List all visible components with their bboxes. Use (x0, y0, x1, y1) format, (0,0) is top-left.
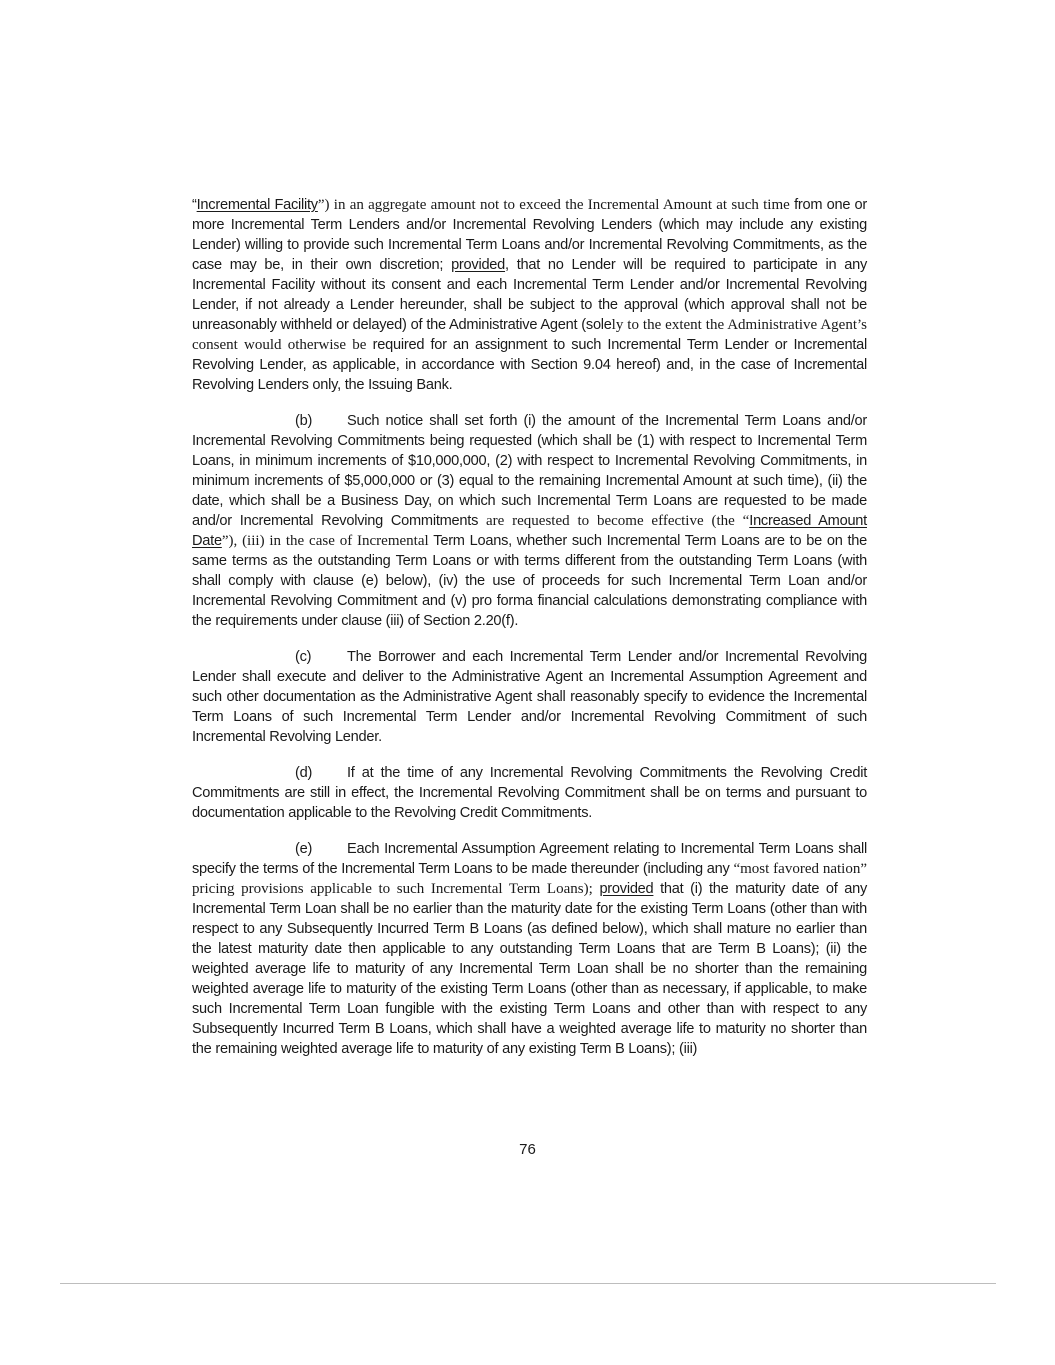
paragraph-a-text-2: , that no Lender will be required to participate in any Incremental Facility without its consent and each Incremental Term Lender and/or Incremental Revolving Lender, if not already a Lender hereunder, shall be subject to the approval (which approval shall not be unreasonably withheld or delayed) of the Administrative Agent (sole (192, 257, 867, 333)
paragraph-e-text-1: Each Incremental Assumption Agreement relating to Incremental Term Loans shall specify the terms of the Incremental Term Loans to be made thereunder (including any (192, 841, 867, 877)
paragraph-c (192, 647, 867, 747)
paragraph-a-text-1: from one or more Incremental Term Lenders and/or Incremental Revolving Lenders (which may include any existing Lender) willing to provide such Incremental Term Loans and/or Incremental Revolving Commitments, as the case may be, in their own discretion; (192, 197, 868, 273)
paragraph-a-serif-text: ly to the extent the Administrative Agent’s consent would otherwise be (192, 317, 867, 353)
provided-term: provided (599, 881, 654, 897)
paragraph-b (192, 411, 867, 631)
paragraph-e-serif-text: “most favored nation” pricing provisions applicable to such Incremental Term Loans); (192, 861, 867, 897)
paragraph-d-label: (d) (295, 765, 313, 781)
paragraph-b-label: (b) (295, 413, 313, 429)
paragraph-b-text-2: Term Loans, whether such Incremental Term Loans are to be on the same terms as the outstanding Term Loans or with terms different from the outstanding Term Loans (with shall comply with clause (e) below), (iv) the use of proceeds for such Incremental Term Loan and/or Incremental Revolving Commitment and (v) pro forma financial calculations demonstrating compliance with the requirements under clause (iii) of Section 2.20(f). (192, 533, 867, 629)
paragraph-a-lead: ”) in an aggregate amount not to exceed the Incremental Amount at such time (317, 197, 790, 213)
defined-term-increased-amount-date: Increased Amount Date (192, 513, 867, 549)
paragraph-b-serif-1: are requested to become effective (the “ (486, 513, 750, 529)
paragraph-b-text-1: Such notice shall set forth (i) the amount of the Incremental Term Loans and/or Incremental Revolving Commitments being requested (which shall be (1) with respect to Incremental Term Loans, in minimum increments of $10,000,000, (2) with respect to Incremental Revolving Commitments, in minimum increments of $5,000,000 or (3) equal to the remaining Incremental Amount at such time), (ii) the date, which shall be a Business Day, on which such Incremental Term Loans are requested to be made and/or Incremental Revolving Commitments (192, 413, 867, 529)
document-body (192, 195, 867, 1075)
provided-term: provided (451, 257, 506, 273)
page-divider (60, 1283, 996, 1284)
paragraph-c-label: (c) (295, 649, 312, 665)
paragraph-e-text-2: that (i) the maturity date of any Incremental Term Loan shall be no earlier than the maturity date for the existing Term Loans (other than with respect to any Subsequently Incurred Term B Loans (as defined below), which shall mature no earlier than the latest maturity date then applicable to any outstanding Term Loans that are Term B Loans); (ii) the weighted average life to maturity of any Incremental Term Loan shall be no shorter than the remaining weighted average life to maturity of the existing Term Loans (other than as necessary, if applicable, to make such Incremental Term Loan fungible with the existing Term Loans and other than with respect to any Subsequently Incurred Term B Loans, which shall have a weighted average life to maturity no shorter than the remaining weighted average life to maturity of any existing Term B Loans); (iii) (192, 881, 867, 1057)
paragraph-b-serif-2: ”), (iii) in the case of Incremental (221, 533, 429, 549)
paragraph-d (192, 763, 867, 823)
page-number: 76 (519, 1141, 536, 1158)
paragraph-a-text-3: required for an assignment to such Incremental Term Lender or Incremental Revolving Lender, as applicable, in accordance with Section 9.04 hereof) and, in the case of Incremental Revolving Lenders only, the Issuing Bank. (192, 337, 867, 393)
paragraph-e (192, 839, 867, 1059)
paragraph-a (192, 195, 867, 395)
paragraph-c-text: The Borrower and each Incremental Term Lender and/or Incremental Revolving Lender shall execute and deliver to the Administrative Agent an Incremental Assumption Agreement and such other documentation as the Administrative Agent shall reasonably specify to evidence the Incremental Term Loans of such Incremental Term Lender and/or Incremental Revolving Commitment of such Incremental Revolving Lender. (192, 649, 867, 745)
paragraph-e-label: (e) (295, 841, 313, 857)
quote-mark: “ (192, 197, 197, 213)
defined-term-incremental-facility: Incremental Facility (196, 197, 318, 213)
paragraph-d-text: If at the time of any Incremental Revolving Commitments the Revolving Credit Commitments are still in effect, the Incremental Revolving Commitment shall be on terms and pursuant to documentation applicable to the Revolving Credit Commitments. (192, 765, 867, 821)
